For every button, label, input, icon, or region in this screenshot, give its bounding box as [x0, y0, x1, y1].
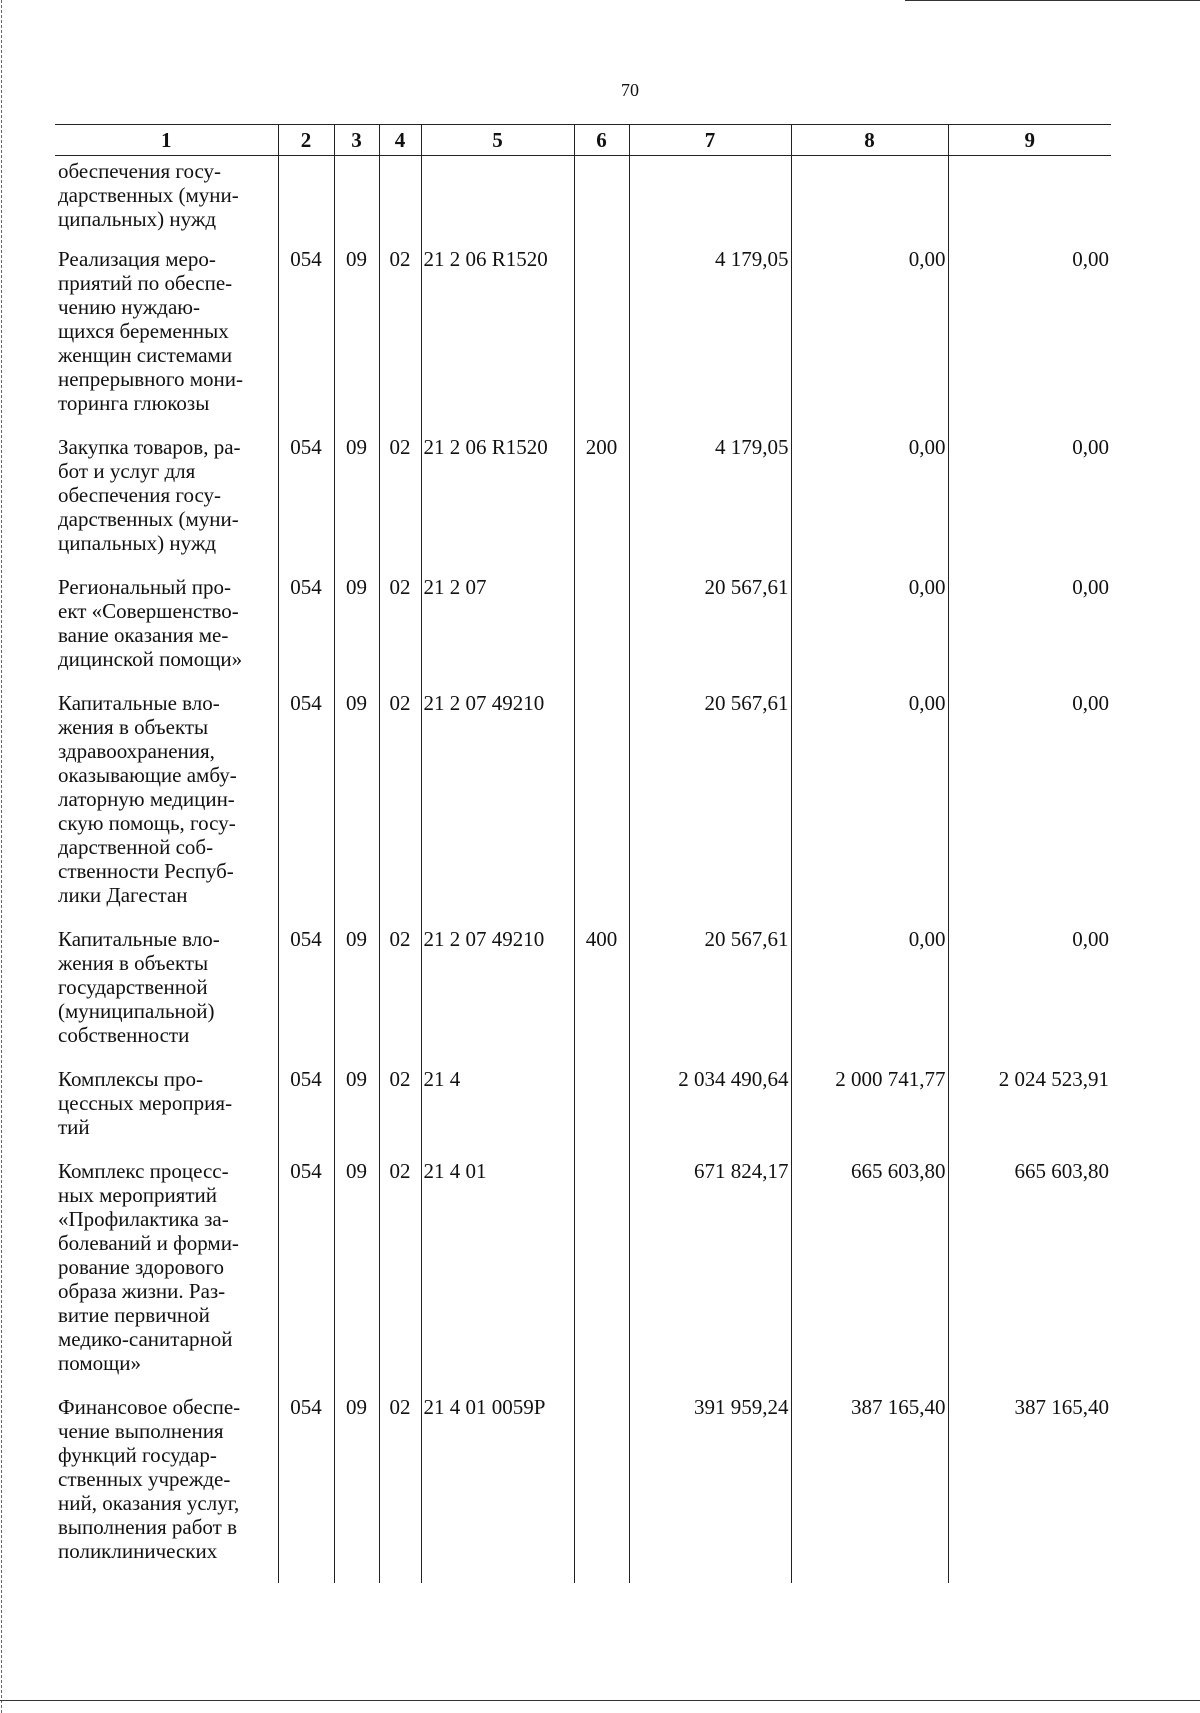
row-c2: 054: [278, 435, 334, 575]
row-c5: 21 4 01 0059Р: [421, 1395, 574, 1583]
row-c4: 02: [379, 1395, 421, 1583]
row-c7: [629, 156, 791, 248]
row-c5: 21 4: [421, 1067, 574, 1159]
row-c7: 20 567,61: [629, 927, 791, 1067]
row-c3: 09: [334, 435, 379, 575]
row-c4: 02: [379, 691, 421, 927]
row-c5: 21 2 07 49210: [421, 691, 574, 927]
row-c6: [574, 1159, 629, 1395]
row-name: Реализация меро- приятий по обеспе- чению нуждаю- щихся беременных женщин системами непрерывного мони- торинга глюкозы: [55, 247, 278, 435]
table-row: [55, 435, 1111, 575]
row-c4: 02: [379, 247, 421, 435]
row-name: обеспечения госу- дарственных (муни- ципальных) нужд: [55, 156, 278, 248]
row-c8: 665 603,80: [791, 1159, 948, 1395]
row-c3: 09: [334, 691, 379, 927]
row-c9: 665 603,80: [948, 1159, 1111, 1395]
row-c3: 09: [334, 575, 379, 691]
row-c6: [574, 1067, 629, 1159]
row-c4: 02: [379, 1159, 421, 1395]
row-c7: 391 959,24: [629, 1395, 791, 1583]
row-c4: 02: [379, 575, 421, 691]
row-name: Региональный про- ект «Совершенство- вание оказания ме- дицинской помощи»: [55, 575, 278, 691]
row-c4: 02: [379, 1067, 421, 1159]
row-c7: 2 034 490,64: [629, 1067, 791, 1159]
row-c8: 0,00: [791, 575, 948, 691]
top-rule: [905, 0, 1200, 1]
row-c6: 400: [574, 927, 629, 1067]
header-col-6: 6: [574, 125, 629, 156]
table-row: [55, 247, 1111, 435]
row-c6: [574, 575, 629, 691]
row-name: Закупка товаров, ра- бот и услуг для обеспечения госу- дарственных (муни- ципальных) нужд: [55, 435, 278, 575]
row-c6: [574, 156, 629, 248]
row-c4: 02: [379, 435, 421, 575]
row-c8: 0,00: [791, 691, 948, 927]
header-col-5: 5: [421, 125, 574, 156]
row-c3: 09: [334, 1159, 379, 1395]
row-c7: 4 179,05: [629, 435, 791, 575]
bottom-rule: [0, 1700, 1200, 1701]
row-c3: 09: [334, 927, 379, 1067]
row-c2: 054: [278, 575, 334, 691]
row-c9: 0,00: [948, 247, 1111, 435]
table-row: [55, 1067, 1111, 1159]
row-c7: 20 567,61: [629, 575, 791, 691]
row-c7: 4 179,05: [629, 247, 791, 435]
table-row: [55, 1395, 1111, 1583]
header-col-7: 7: [629, 125, 791, 156]
row-name: Финансовое обеспе- чение выполнения функций государ- ственных учрежде- ний, оказания услуг, выполнения работ в поликлинических: [55, 1395, 278, 1583]
row-c3: [334, 156, 379, 248]
row-c2: [278, 156, 334, 248]
row-c8: 0,00: [791, 247, 948, 435]
row-c8: 387 165,40: [791, 1395, 948, 1583]
table-row: [55, 575, 1111, 691]
row-c5: 21 2 07 49210: [421, 927, 574, 1067]
left-margin-line: [1, 0, 2, 1713]
row-c2: 054: [278, 1159, 334, 1395]
row-c9: 0,00: [948, 927, 1111, 1067]
budget-table: [55, 124, 1111, 1583]
row-c9: 2 024 523,91: [948, 1067, 1111, 1159]
row-c6: [574, 691, 629, 927]
row-c5: 21 2 06 R1520: [421, 247, 574, 435]
row-c2: 054: [278, 927, 334, 1067]
row-name: Комплекс процесс- ных мероприятий «Профилактика за- болеваний и форми- рование здорового образа жизни. Раз- витие первичной медико-санитарной помощи»: [55, 1159, 278, 1395]
header-col-3: 3: [334, 125, 379, 156]
row-c3: 09: [334, 1067, 379, 1159]
row-c9: 0,00: [948, 435, 1111, 575]
row-c2: 054: [278, 1395, 334, 1583]
row-c5: [421, 156, 574, 248]
row-c2: 054: [278, 1067, 334, 1159]
row-c8: 2 000 741,77: [791, 1067, 948, 1159]
row-name: Комплексы про- цессных мероприя- тий: [55, 1067, 278, 1159]
row-c7: 20 567,61: [629, 691, 791, 927]
row-c4: [379, 156, 421, 248]
row-c5: 21 2 07: [421, 575, 574, 691]
row-c8: 0,00: [791, 435, 948, 575]
page-number: 70: [621, 80, 639, 100]
header-col-4: 4: [379, 125, 421, 156]
header-row: [55, 125, 1111, 156]
header-col-9: 9: [948, 125, 1111, 156]
header-col-8: 8: [791, 125, 948, 156]
row-c2: 054: [278, 247, 334, 435]
row-c4: 02: [379, 927, 421, 1067]
row-c3: 09: [334, 1395, 379, 1583]
table-row: [55, 1159, 1111, 1395]
row-c9: [948, 156, 1111, 248]
row-c5: 21 2 06 R1520: [421, 435, 574, 575]
row-c9: 0,00: [948, 575, 1111, 691]
row-c8: [791, 156, 948, 248]
header-col-2: 2: [278, 125, 334, 156]
table-row: [55, 691, 1111, 927]
row-c6: [574, 247, 629, 435]
row-c9: 387 165,40: [948, 1395, 1111, 1583]
row-c2: 054: [278, 691, 334, 927]
table-row: [55, 927, 1111, 1067]
row-c7: 671 824,17: [629, 1159, 791, 1395]
row-name: Капитальные вло- жения в объекты здравоохранения, оказывающие амбу- латорную медицин- скую помощь, госу- дарственной соб- ственности Респуб- лики Дагестан: [55, 691, 278, 927]
header-col-1: 1: [55, 125, 278, 156]
row-c9: 0,00: [948, 691, 1111, 927]
row-c6: 200: [574, 435, 629, 575]
row-c6: [574, 1395, 629, 1583]
table-row: [55, 156, 1111, 248]
row-c8: 0,00: [791, 927, 948, 1067]
row-c5: 21 4 01: [421, 1159, 574, 1395]
row-c3: 09: [334, 247, 379, 435]
row-name: Капитальные вло- жения в объекты государственной (муниципальной) собственности: [55, 927, 278, 1067]
